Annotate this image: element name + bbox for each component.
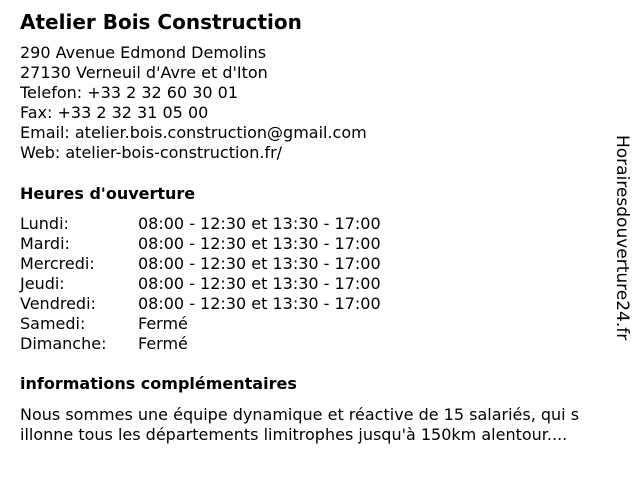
hours-row-friday [20,294,440,314]
info-line-2: illonne tous les départements limitrophes jusqu'à 150km alentour.... [20,425,568,444]
contact-block [20,43,367,163]
day-hours: 08:00 - 12:30 et 13:30 - 17:00 [138,254,381,273]
opening-hours-heading: Heures d'ouverture [20,184,196,203]
fax-number: Fax: +33 2 32 31 05 00 [20,103,209,122]
additional-info-heading: informations complémentaires [20,374,297,393]
day-hours: 08:00 - 12:30 et 13:30 - 17:00 [138,234,381,253]
email-address[interactable]: Email: atelier.bois.construction@gmail.com [20,123,367,142]
hours-row-tuesday [20,234,440,254]
day-hours: Fermé [138,334,188,353]
site-watermark: Horairesdouverture24.fr [612,135,632,341]
day-hours: 08:00 - 12:30 et 13:30 - 17:00 [138,274,381,293]
hours-row-wednesday [20,254,440,274]
day-label: Mardi: [20,234,70,253]
additional-info-text [20,405,630,445]
day-label: Samedi: [20,314,86,333]
info-line-1: Nous sommes une équipe dynamique et réactive de 15 salariés, qui s [20,405,580,424]
day-label: Mercredi: [20,254,95,273]
day-label: Lundi: [20,214,69,233]
day-hours: 08:00 - 12:30 et 13:30 - 17:00 [138,214,381,233]
day-label: Jeudi: [20,274,65,293]
hours-row-saturday [20,314,440,334]
address-street: 290 Avenue Edmond Demolins [20,43,267,62]
day-hours: 08:00 - 12:30 et 13:30 - 17:00 [138,294,381,313]
opening-hours-list [20,214,440,354]
hours-row-sunday [20,334,440,354]
business-name: Atelier Bois Construction [20,10,302,34]
hours-row-thursday [20,274,440,294]
day-label: Vendredi: [20,294,96,313]
hours-row-monday [20,214,440,234]
day-label: Dimanche: [20,334,107,353]
website-link[interactable]: Web: atelier-bois-construction.fr/ [20,143,283,162]
phone-number[interactable]: Telefon: +33 2 32 60 30 01 [20,83,239,102]
address-city: 27130 Verneuil d'Avre et d'Iton [20,63,268,82]
day-hours: Fermé [138,314,188,333]
